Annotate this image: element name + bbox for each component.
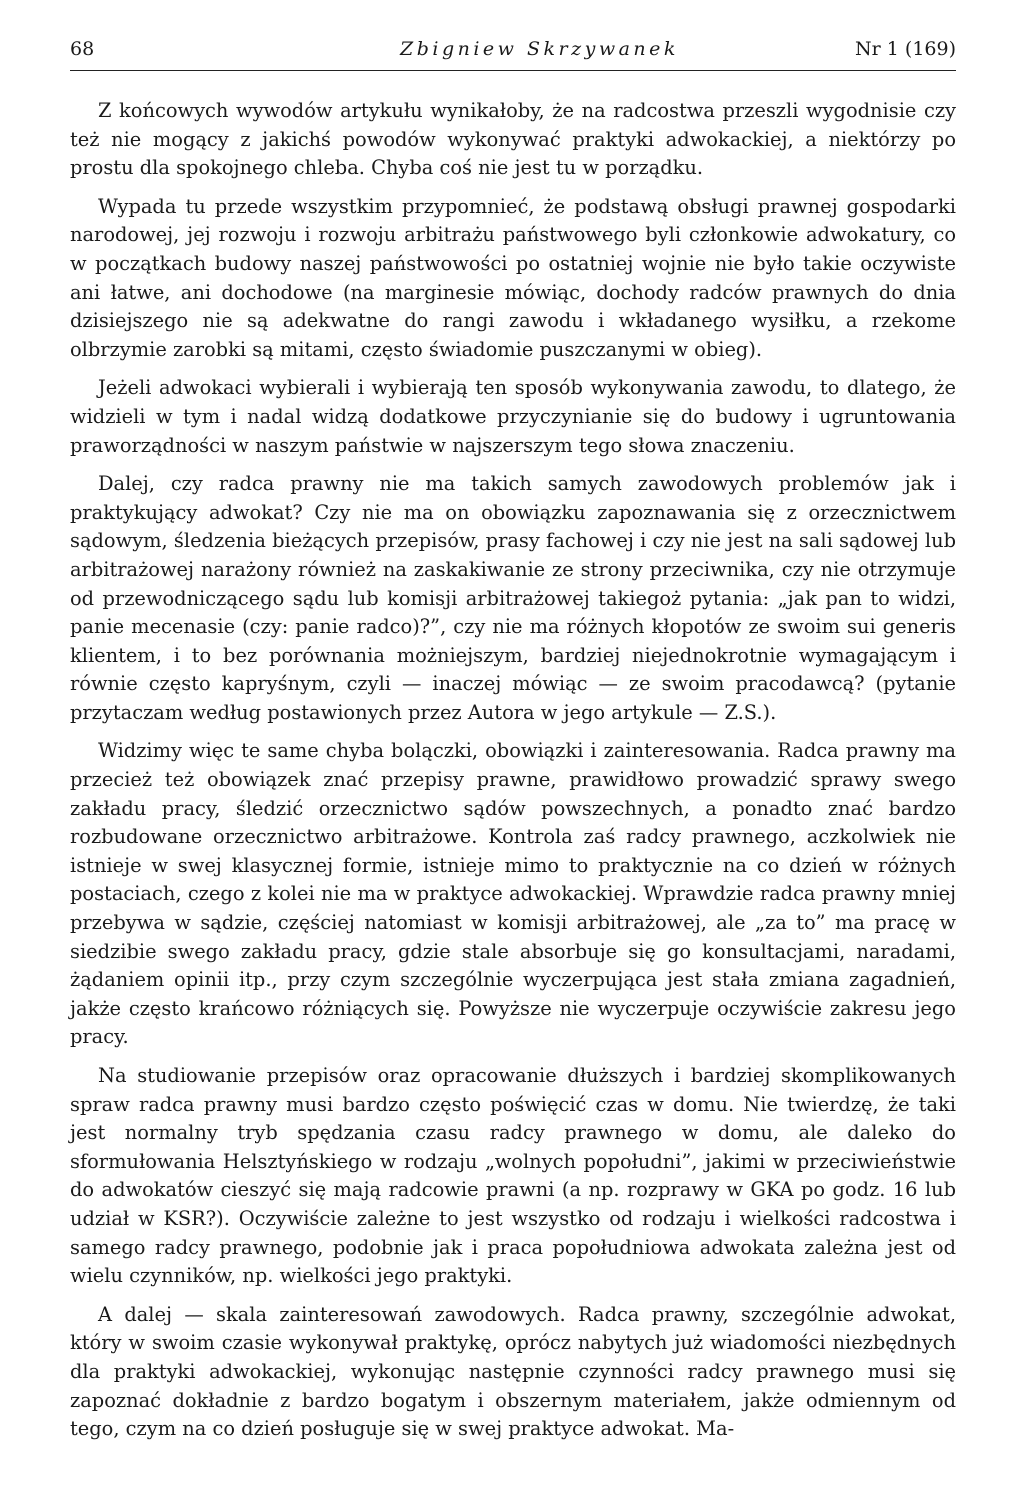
paragraph: A dalej — skala zainteresowań zawodowych. Radca prawny, szczególnie adwokat, który w swoim czasie wykonywał praktykę, oprócz nabytych już wiadomości niezbędnych dla praktyki adwokackiej, wykonując następnie czynności radcy prawnego musi się zapoznać dokładnie z bardzo bogatym i obszernym materiałem, jakże odmiennym od tego, czym na co dzień posługuje się w swej praktyce adwokat. Ma- bbox=[70, 1302, 956, 1441]
page-header bbox=[70, 38, 956, 71]
paragraph: Jeżeli adwokaci wybierali i wybierają ten sposób wykonywania zawodu, to dlatego, że widzieli w tym i nadal widzą dodatkowe przyczynianie się do budowy i ugruntowania praworządności w naszym państwie w najszerszym tego słowa znaczeniu. bbox=[70, 376, 956, 457]
paragraph: Na studiowanie przepisów oraz opracowanie dłuższych i bardziej skomplikowanych spraw radca prawny musi bardzo często poświęcić czas w domu. Nie twierdzę, że taki jest normalny tryb spędzania czasu radcy prawnego w domu, ale daleko do sformułowania Helsztyńskiego w rodzaju „wolnych popołudni”, jakimi w przeciwieństwie do adwokatów cieszyć się mają radcowie prawni (a np. rozprawy w GKA po godz. 16 lub udział w KSR?). Oczywiście zależne to jest wszystko od rodzaju i wielkości radcostwa i samego radcy prawnego, podobnie jak i praca popołudniowa adwokata zależna jest od wielu czynników, np. wielkości jego praktyki. bbox=[70, 1064, 956, 1288]
running-head-author: Zbigniew Skrzywanek bbox=[400, 38, 679, 60]
paragraph: Z końcowych wywodów artykułu wynikałoby, że na radcostwa przeszli wygodnisie czy też nie mogący z jakichś powodów wykonywać praktyki adwokackiej, a niektórzy po prostu dla spokojnego chleba. Chyba coś nie jest tu w porządku. bbox=[70, 99, 956, 180]
paragraph: Wypada tu przede wszystkim przypomnieć, że podstawą obsługi prawnej gospodarki narodowej, jej rozwoju i rozwoju arbitrażu państwowego byli członkowie adwokatury, co w początkach budowy naszej państwowości po ostatniej wojnie nie było takie oczywiste ani łatwe, ani dochodowe (na marginesie mówiąc, dochody radców prawnych do dnia dzisiejszego nie są adekwatne do rangi zawodu i wkładanego wysiłku, a rzekome olbrzymie zarobki są mitami, często świadomie puszczanymi w obieg). bbox=[70, 194, 956, 361]
page-number: 68 bbox=[70, 38, 95, 60]
article-body bbox=[70, 97, 956, 1454]
paragraph: Dalej, czy radca prawny nie ma takich samych zawodowych problemów jak i praktykujący adwokat? Czy nie ma on obowiązku zapoznawania się z orzecznictwem sądowym, śledzenia bieżących przepisów, prasy fachowej i czy nie jest na sali sądowej lub arbitrażowej narażony również na zaskakiwanie ze strony przeciwnika, czy nie otrzymuje od przewodniczącego sądu lub komisji arbitrażowej takiegoż pytania: „jak pan to widzi, panie mecenasie (czy: panie radco)?”, czy nie ma różnych kłopotów ze swoim sui generis klientem, i to bez porównania możniejszym, bardziej niejednokrotnie wymagającym i równie często kapryśnym, czyli — inaczej mówiąc — ze swoim pracodawcą? (pytanie przytaczam według postawionych przez Autora w jego artykule — Z.S.). bbox=[70, 472, 956, 724]
issue-number: Nr 1 (169) bbox=[855, 38, 956, 60]
paragraph: Widzimy więc te same chyba bolączki, obowiązki i zainteresowania. Radca prawny ma przecież też obowiązek znać przepisy prawne, prawidłowo prowadzić sprawy swego zakładu pracy, śledzić orzecznictwo sądów powszechnych, a ponadto znać bardzo rozbudowane orzecznictwo arbitrażowe. Kontrola zaś radcy prawnego, aczkolwiek nie istnieje w swej klasycznej formie, istnieje mimo to praktycznie na co dzień w różnych postaciach, czego z kolei nie ma w praktyce adwokackiej. Wprawdzie radca prawny mniej przebywa w sądzie, częściej natomiast w komisji arbitrażowej, ale „za to” ma pracę w siedzibie swego zakładu pracy, gdzie stale absorbuje się go konsultacjami, naradami, żądaniem opinii itp., przy czym szczególnie wyczerpująca jest stała zmiana zagadnień, jakże często krańcowo różniących się. Powyższe nie wyczerpuje oczywiście zakresu jego pracy. bbox=[70, 739, 956, 1049]
